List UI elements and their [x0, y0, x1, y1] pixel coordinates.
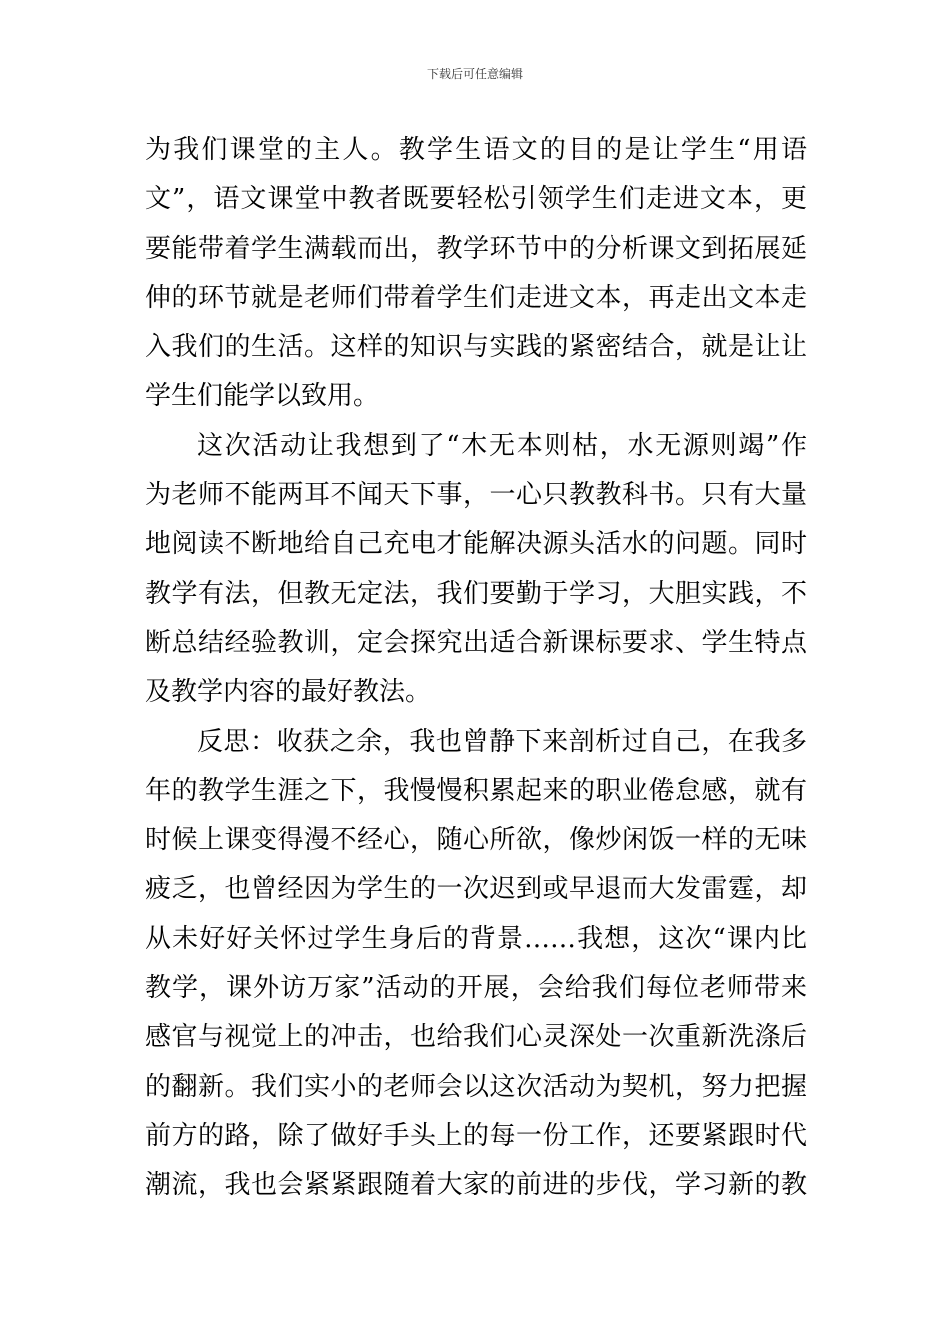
text-line: 文”，语文课堂中教者既要轻松引领学生们走进文本，更: [145, 184, 807, 215]
text-line: 这次活动让我想到了“木无本则枯，水无源则竭”作: [197, 430, 807, 461]
text-line: 断总结经验教训，定会探究出适合新课标要求、学生特点: [145, 627, 807, 658]
text-line: 伸的环节就是老师们带着学生们走进文本，再走出文本走: [145, 282, 807, 313]
text-line: 感官与视觉上的冲击，也给我们心灵深处一次重新洗涤后: [145, 1022, 807, 1053]
text-line: 及教学内容的最好教法。: [145, 677, 432, 708]
text-line: 时候上课变得漫不经心，随心所欲，像炒闲饭一样的无味: [145, 825, 807, 856]
text-line: 反思：收获之余，我也曾静下来剖析过自己，在我多: [197, 726, 807, 757]
text-line: 的翻新。我们实小的老师会以这次活动为契机，努力把握: [145, 1071, 807, 1102]
page-header: 下载后可任意编辑: [426, 67, 523, 81]
text-line: 为老师不能两耳不闻天下事，一心只教教科书。只有大量: [145, 480, 807, 511]
text-line: 教学有法，但教无定法，我们要勤于学习，大胆实践，不: [145, 578, 807, 609]
text-line: 年的教学生涯之下，我慢慢积累起来的职业倦怠感，就有: [145, 775, 807, 806]
text-line: 疲乏，也曾经因为学生的一次迟到或早退而大发雷霆，却: [145, 874, 807, 905]
text-line: 从未好好关怀过学生身后的背景……我想，这次“课内比: [145, 923, 807, 954]
text-line: 前方的路，除了做好手头上的每一份工作，还要紧跟时代: [145, 1120, 807, 1151]
text-line: 地阅读不断地给自己充电才能解决源头活水的问题。同时: [145, 529, 807, 560]
text-line: 要能带着学生满载而出，教学环节中的分析课文到拓展延: [145, 233, 807, 264]
text-line: 为我们课堂的主人。教学生语文的目的是让学生“用语: [145, 135, 807, 165]
text-line: 学生们能学以致用。: [145, 381, 380, 412]
body-text: [145, 126, 807, 1211]
text-line: 教学，课外访万家”活动的开展，会给我们每位老师带来: [145, 973, 807, 1004]
text-line: 入我们的生活。这样的知识与实践的紧密结合，就是让让: [145, 332, 807, 363]
text-line: 潮流，我也会紧紧跟随着大家的前进的步伐，学习新的教: [145, 1170, 807, 1201]
